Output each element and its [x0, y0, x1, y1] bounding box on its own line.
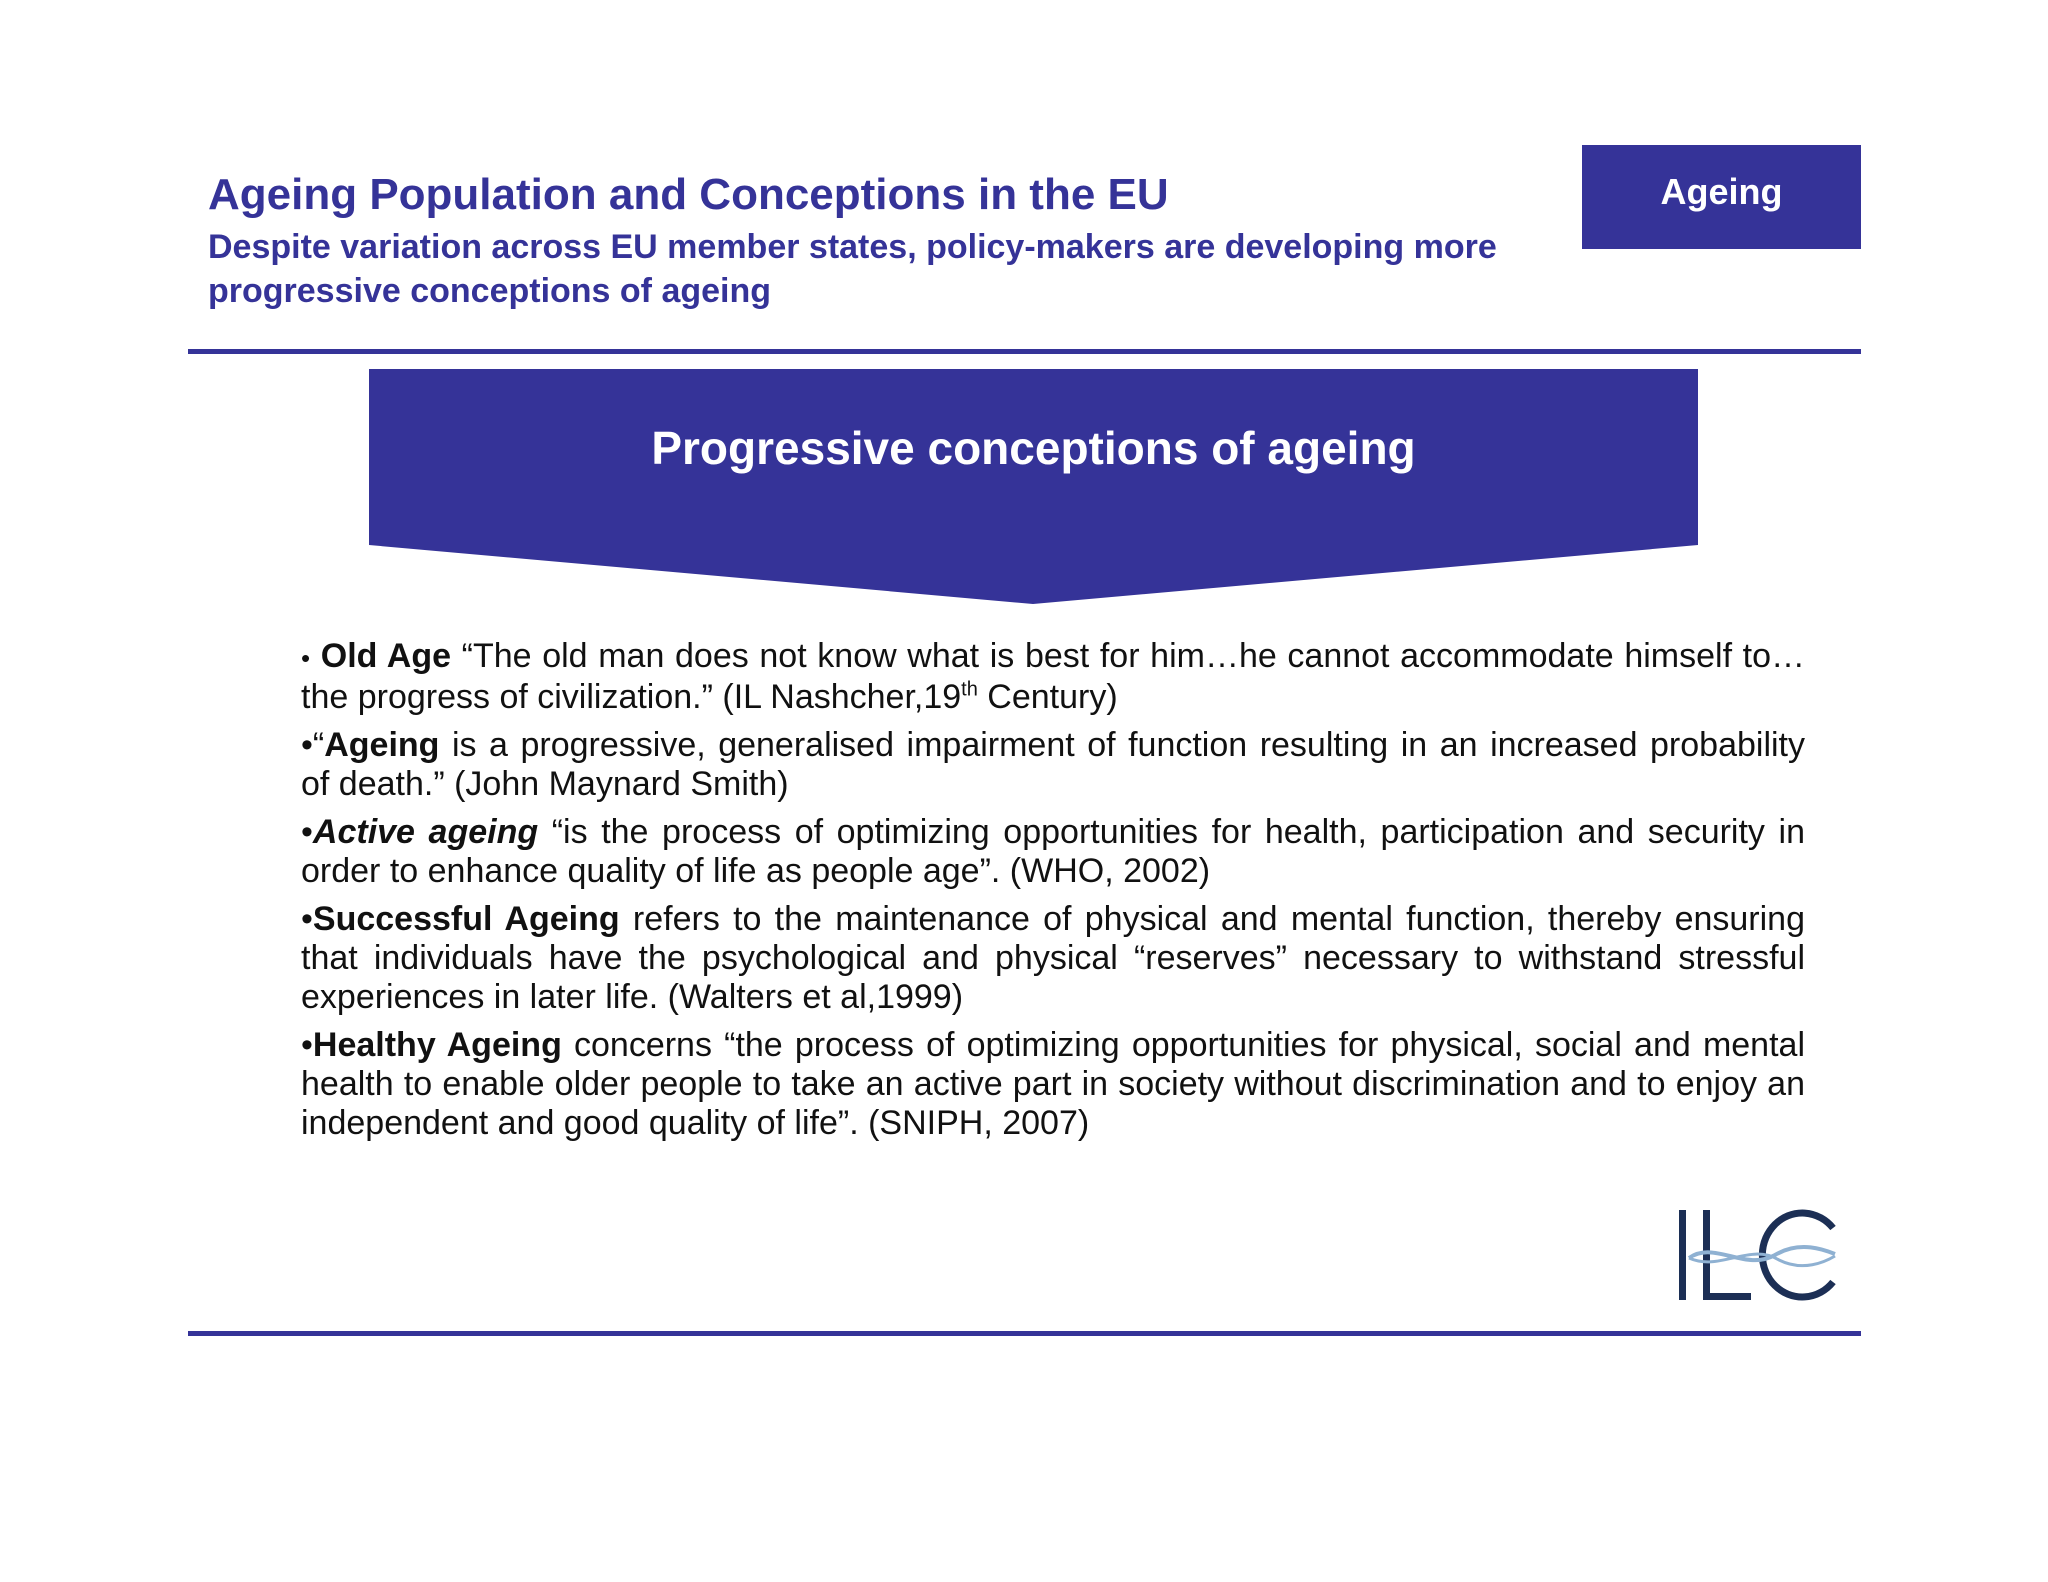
bullet: • — [301, 813, 313, 851]
slide-subtitle: Despite variation across EU member states, policy-makers are developing more progressive conceptions of ageing — [208, 228, 1497, 310]
list-item-ageing — [301, 726, 1805, 804]
definition-text: refers to the maintenance of physical and mental function, thereby ensuring that individuals have the psychological and physical “reserves” necessary to withstand stressful experiences in later life. (Walters et al,1999) — [301, 900, 1805, 1016]
superscript: th — [961, 678, 978, 701]
bullet: •“ — [301, 726, 325, 764]
top-divider — [188, 349, 1861, 354]
term: Healthy Ageing — [312, 1026, 562, 1064]
term: Successful Ageing — [312, 900, 620, 938]
term: Ageing — [324, 726, 440, 764]
bottom-divider — [188, 1331, 1861, 1336]
banner-arrow-shape — [369, 369, 1698, 604]
definition-text: is a progressive, generalised impairment of function resulting in an increased probability of death.” (John Maynard Smith) — [301, 726, 1805, 803]
slide-title: Ageing Population and Conceptions in the EU — [208, 170, 1169, 219]
section-tag: Ageing — [1582, 145, 1861, 249]
ilc-logo-icon — [1675, 1200, 1845, 1305]
definition-text: concerns “the process of optimizing opportunities for physical, social and mental health to enable older people to take an active part in society without discrimination and to enjoy an independent and good quality of life”. (SNIPH, 2007) — [301, 1026, 1805, 1142]
list-item-active-ageing — [301, 813, 1805, 891]
bullet: • — [301, 643, 311, 673]
list-item-successful-ageing — [301, 900, 1805, 1017]
ilc-logo — [1675, 1200, 1845, 1305]
term: Old Age — [320, 637, 452, 675]
term: Active ageing — [312, 813, 539, 851]
definition-text: “The old man does not know what is best for him…he cannot accommodate himself to…the progress of civilization.” (IL Nashcher,19 — [301, 637, 1806, 716]
bullet: • — [301, 1026, 313, 1064]
definitions-list — [301, 637, 1805, 1152]
definition-text-end: Century) — [977, 678, 1118, 716]
definition-text: “is the process of optimizing opportunities for health, participation and security in order to enhance quality of life as people age”. (WHO, 2002) — [301, 813, 1805, 890]
bullet: • — [301, 900, 313, 938]
banner-title: Progressive conceptions of ageing — [651, 422, 1416, 474]
list-item-old-age — [301, 637, 1805, 717]
banner — [369, 369, 1698, 604]
list-item-healthy-ageing — [301, 1026, 1805, 1143]
